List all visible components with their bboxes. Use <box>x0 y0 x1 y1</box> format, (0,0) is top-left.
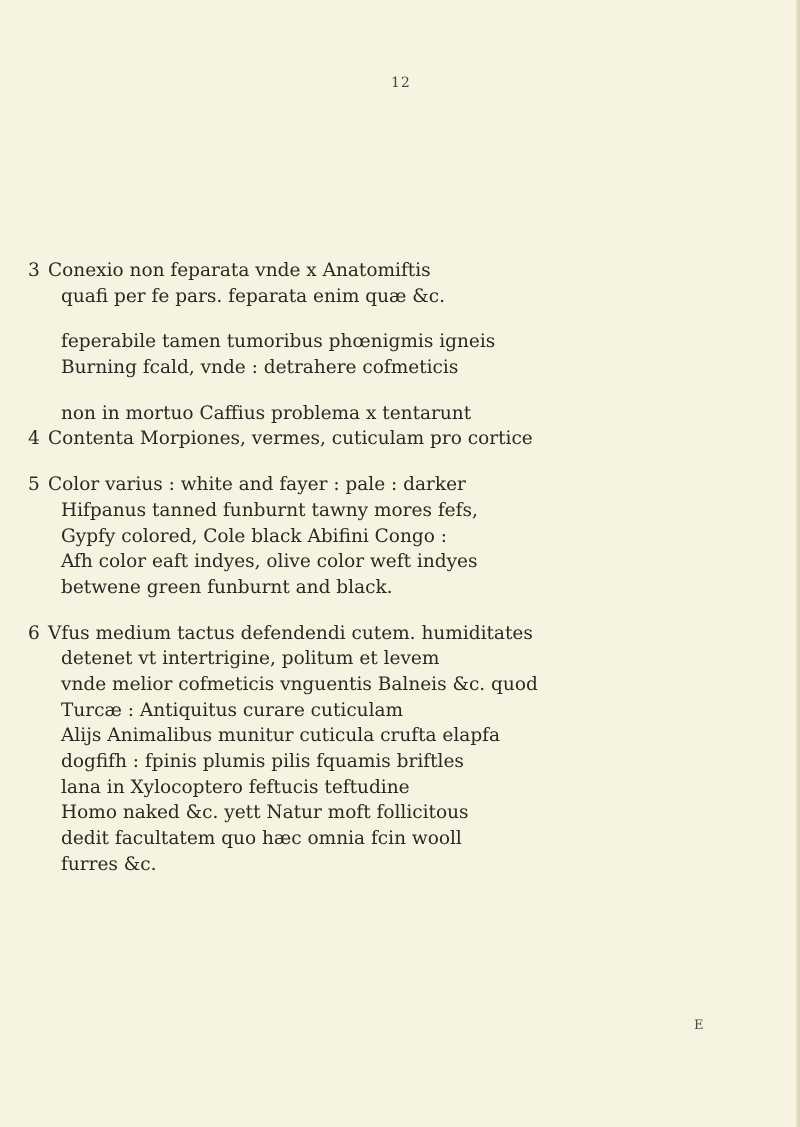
line-text: Hifpanus tanned funburnt tawny mores fefs, <box>61 499 478 521</box>
section-number: 3 <box>28 260 40 281</box>
line-text: Alijs Animalibus munitur cuticula crufta elapfa <box>61 725 501 747</box>
text-line <box>28 775 768 801</box>
line-text: feperabile tamen tumoribus phœnigmis igneis <box>61 331 496 353</box>
paragraph-gap <box>28 452 768 472</box>
text-line <box>28 575 768 601</box>
paragraph-gap <box>28 381 768 401</box>
paragraph-gap <box>28 309 768 329</box>
text-line <box>28 329 768 355</box>
section-number: 4 <box>28 428 40 450</box>
line-text: dogfifh : fpinis plumis pilis fquamis briftles <box>61 751 464 772</box>
line-text: lana in Xylocoptero feftucis teftudine <box>61 776 410 798</box>
text-line <box>28 723 768 749</box>
text-line <box>28 498 768 524</box>
text-line <box>28 472 768 498</box>
text-line <box>28 258 768 284</box>
line-text: Turcæ : Antiquitus curare cuticulam <box>61 699 404 721</box>
line-text: Contenta Morpiones, vermes, cuticulam pro cortice <box>48 428 533 450</box>
line-text: Afh color eaft indyes, olive color weft indyes <box>61 551 478 573</box>
line-text: furres &c. <box>61 853 157 875</box>
text-line <box>28 524 768 550</box>
line-text: Color varius : white and fayer : pale : darker <box>48 474 466 496</box>
text-line <box>28 426 768 452</box>
line-text: Gypfy colored, Cole black Abifini Congo : <box>61 525 447 547</box>
text-line <box>28 852 768 878</box>
line-text: detenet vt intertrigine, politum et levem <box>61 648 440 670</box>
line-text: vnde melior cofmeticis vnguentis Balneis &c. quod <box>61 673 538 695</box>
text-line <box>28 621 768 647</box>
line-text: Burning fcald, vnde : detrahere cofmeticis <box>61 357 459 379</box>
text-line <box>28 549 768 575</box>
section-number: 6 <box>28 622 40 644</box>
text-line <box>28 826 768 852</box>
line-text: quafi per fe pars. feparata enim quæ &c. <box>61 285 445 307</box>
text-line <box>28 646 768 672</box>
text-line <box>28 355 768 381</box>
section-number: 5 <box>28 474 40 496</box>
page-number: 12 <box>391 75 411 91</box>
page-body <box>28 258 768 877</box>
text-line <box>28 284 768 310</box>
line-text: betwene green funburnt and black. <box>61 576 393 598</box>
line-text: non in mortuo Caffius problema x tentarunt <box>61 402 472 424</box>
signature-mark: E <box>694 1018 704 1033</box>
line-text: dedit facultatem quo hæc omnia fcin wooll <box>61 828 462 850</box>
text-line <box>28 401 768 427</box>
text-line <box>28 672 768 698</box>
line-text: Homo naked &c. yett Natur moft follicitous <box>61 802 469 824</box>
text-line <box>28 698 768 724</box>
text-line <box>28 800 768 826</box>
paragraph-gap <box>28 601 768 621</box>
line-text: Vfus medium tactus defendendi cutem. humiditates <box>48 622 533 644</box>
line-text: Conexio non feparata vnde x Anatomiftis <box>48 260 431 281</box>
page-edge <box>796 0 800 1127</box>
text-line <box>28 749 768 775</box>
